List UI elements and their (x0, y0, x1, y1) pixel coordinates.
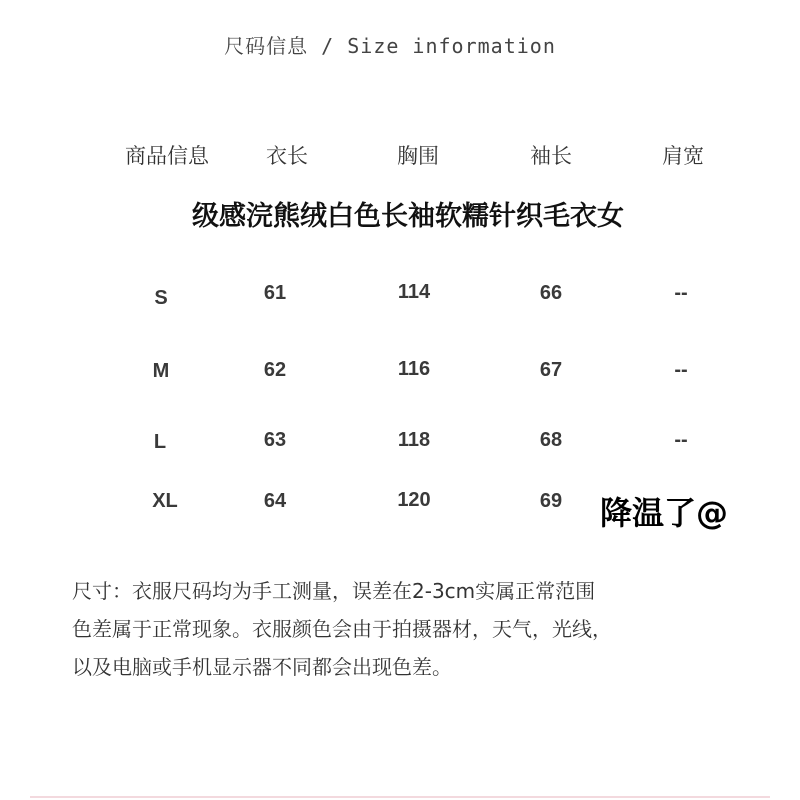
size-label: S (154, 287, 168, 309)
header-chest: 胸围 (397, 144, 439, 168)
shoulder-value: -- (674, 429, 688, 451)
bottom-divider (30, 796, 770, 798)
sticker-text: 降温了@ (600, 494, 729, 532)
length-value: 62 (263, 359, 287, 381)
header-length: 衣长 (266, 144, 308, 168)
note-line: 尺寸：衣服尺码均为手工测量，误差在2-3cm实属正常范围 (72, 579, 596, 603)
product-title-overlay: 级感浣熊绒白色长袖软糯针织毛衣女 (192, 201, 624, 232)
chest-value: 120 (397, 489, 431, 511)
length-value: 63 (263, 429, 287, 451)
chest-value: 118 (397, 429, 431, 451)
header-product-info: 商品信息 (125, 144, 209, 168)
note-line: 以及电脑或手机显示器不同都会出现色差。 (72, 655, 452, 679)
size-label: XL (152, 490, 178, 512)
sleeve-value: 66 (539, 282, 563, 304)
header-shoulder: 肩宽 (662, 144, 704, 168)
size-label: M (152, 360, 170, 382)
note-line: 色差属于正常现象。衣服颜色会由于拍摄器材，天气，光线， (72, 617, 612, 641)
size-label: L (153, 431, 167, 453)
sleeve-value: 69 (539, 490, 563, 512)
length-value: 64 (263, 490, 287, 512)
length-value: 61 (263, 282, 287, 304)
size-note (72, 572, 772, 686)
sleeve-value: 68 (539, 429, 563, 451)
sleeve-value: 67 (539, 359, 563, 381)
header-sleeve: 袖长 (530, 144, 572, 168)
shoulder-value: -- (674, 359, 688, 381)
shoulder-value: -- (674, 282, 688, 304)
page-title: 尺码信息 / Size information (224, 34, 556, 58)
chest-value: 116 (397, 358, 431, 380)
chest-value: 114 (397, 281, 431, 303)
